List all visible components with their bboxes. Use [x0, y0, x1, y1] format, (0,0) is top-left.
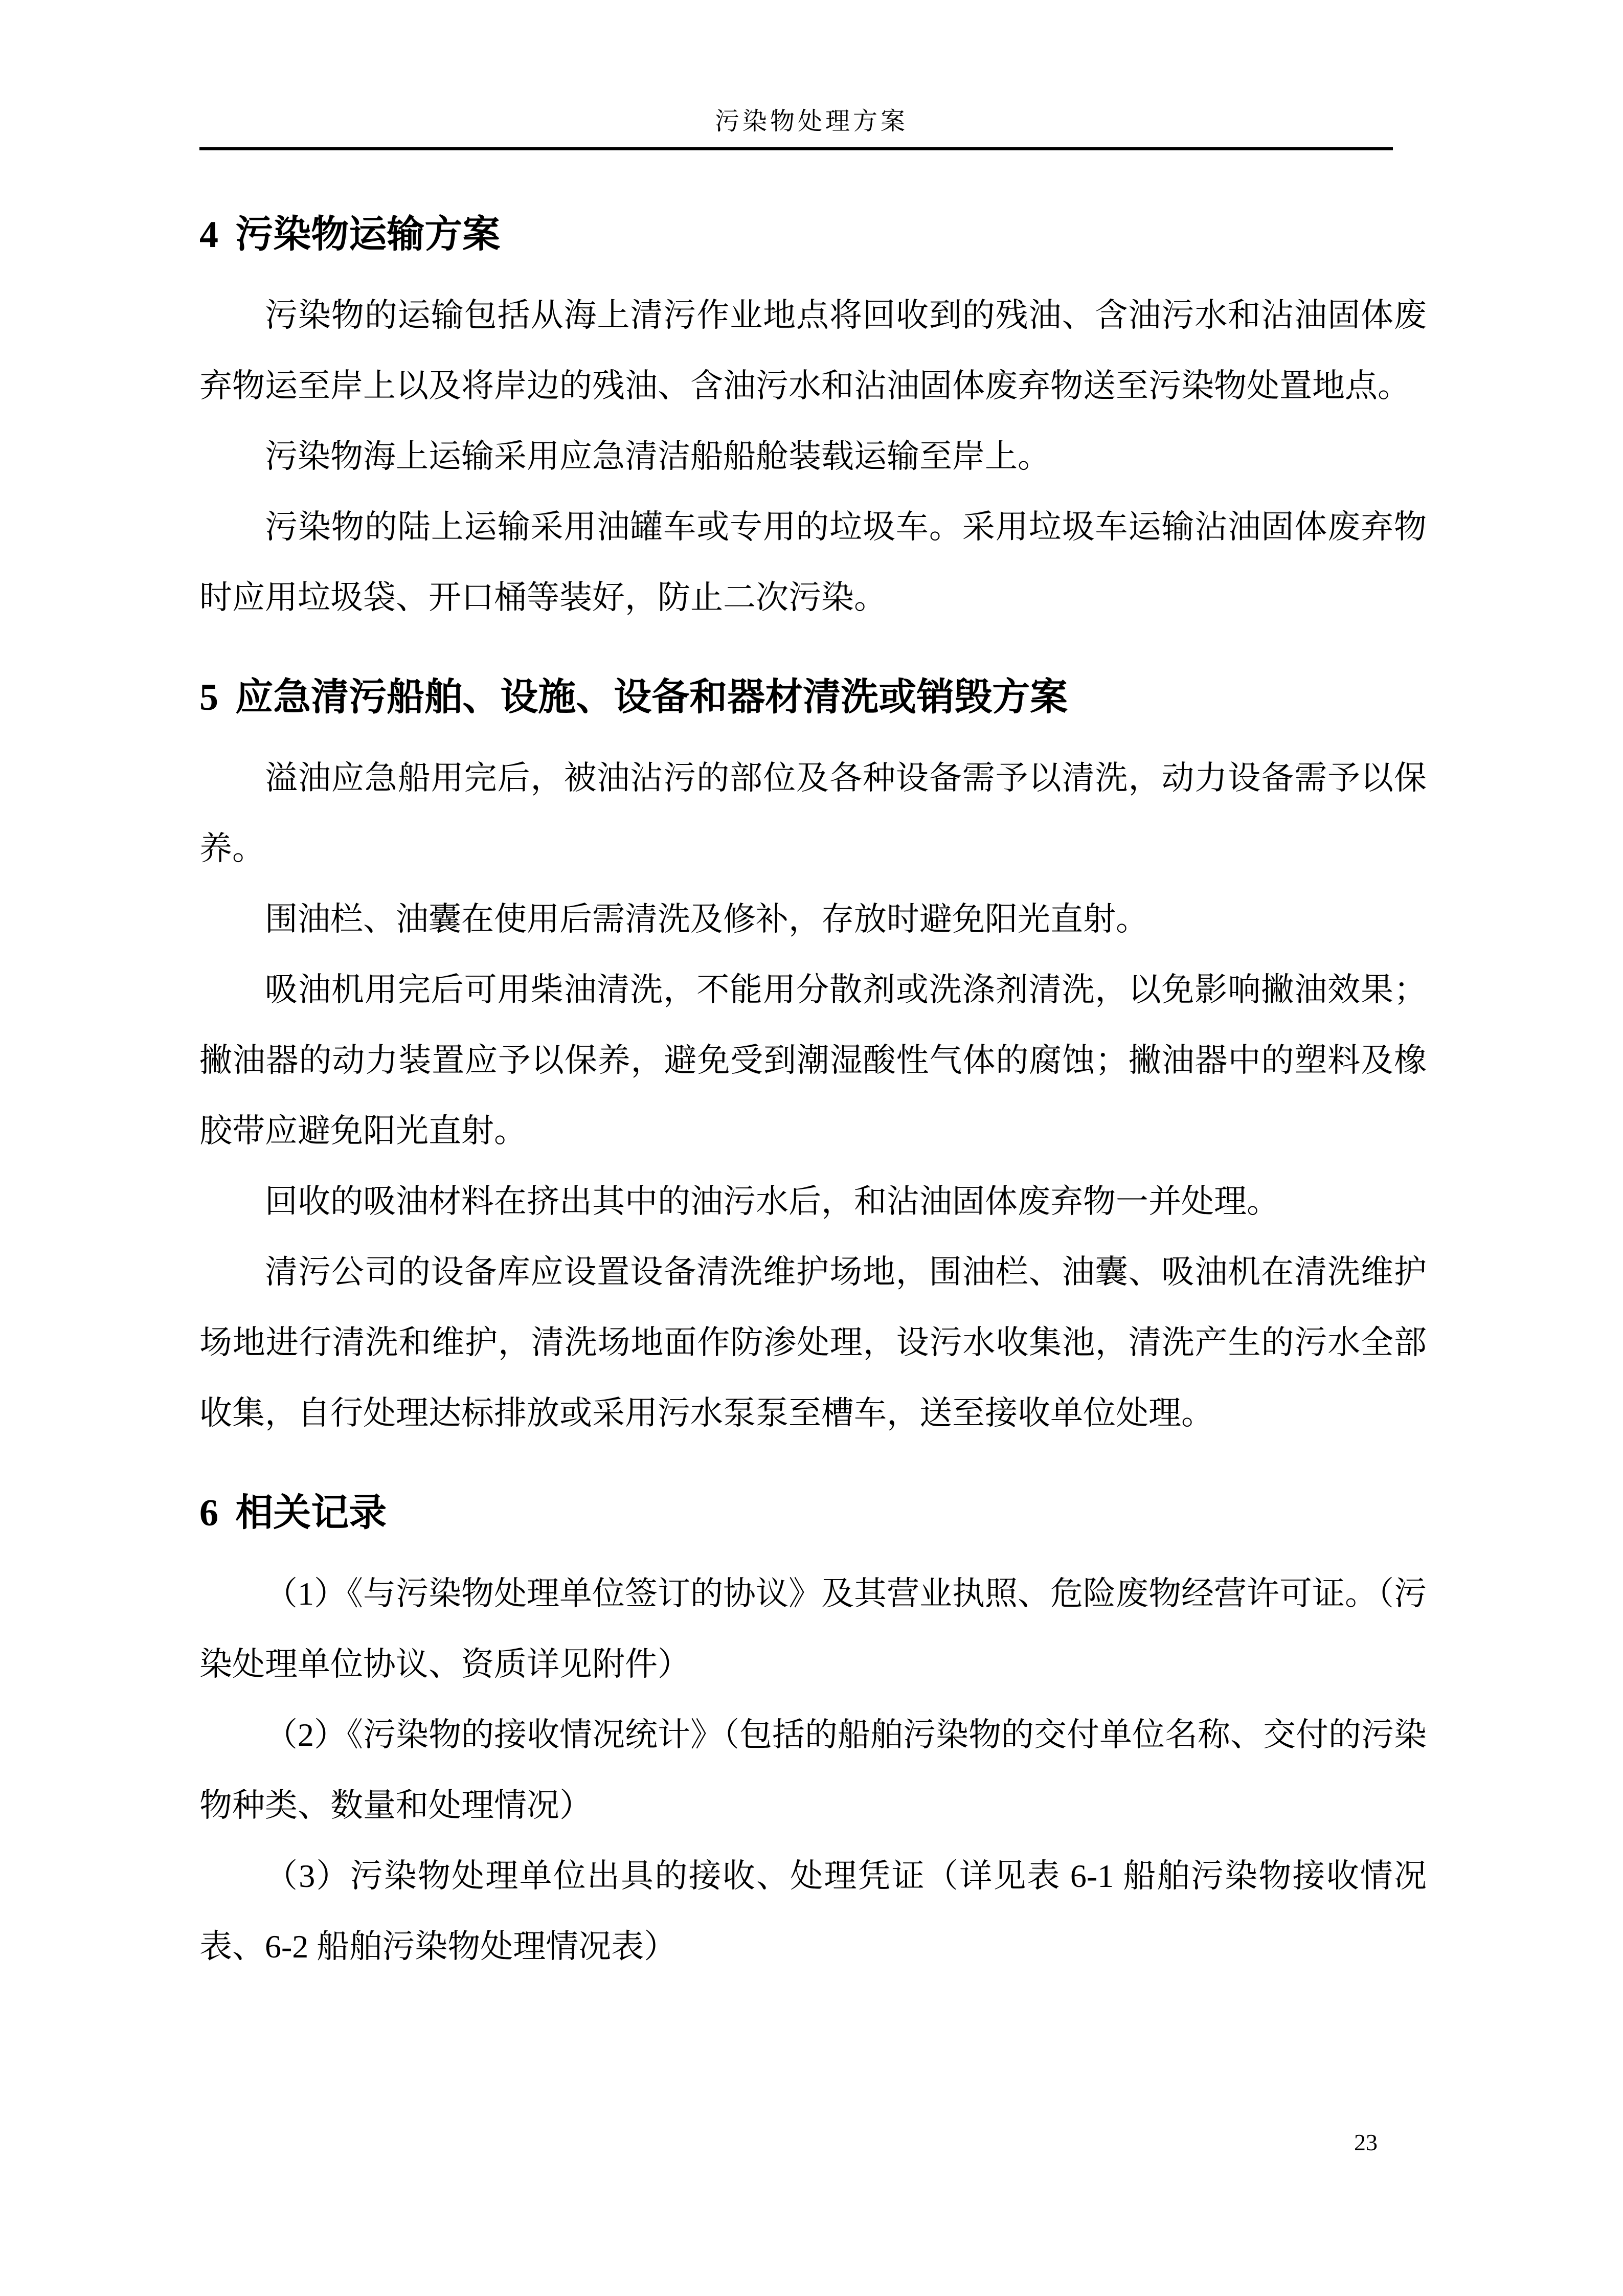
- section-4-paragraph-1: 污染物的运输包括从海上清污作业地点将回收到的残油、含油污水和沾油固体废弃物运至岸上以及将岸边的残油、含油污水和沾油固体废弃物送至污染物处置地点。: [199, 297, 1427, 404]
- header-rule: [199, 147, 1393, 150]
- section-6-paragraph-3: （3）污染物处理单位出具的接收、处理凭证（详见表 6-1 船舶污染物接收情况表、6-2 船舶污染物处理情况表）: [199, 1858, 1427, 1965]
- section-number: 4: [199, 214, 218, 256]
- section-5-paragraph-1: 溢油应急船用完后，被油沾污的部位及各种设备需予以清洗，动力设备需予以保养。: [199, 760, 1427, 867]
- section-4-paragraph-3: 污染物的陆上运输采用油罐车或专用的垃圾车。采用垃圾车运输沾油固体废弃物时应用垃圾袋、开口桶等装好，防止二次污染。: [199, 509, 1427, 616]
- section-number: 6: [199, 1492, 218, 1534]
- section-heading-6: [199, 1485, 1427, 1541]
- section-title: 应急清污船舶、设施、设备和器材清洗或销毁方案: [235, 677, 1068, 718]
- section-title: 相关记录: [235, 1492, 387, 1534]
- section-heading-4: [199, 207, 1427, 263]
- section-6-paragraph-1: （1）《与污染物处理单位签订的协议》及其营业执照、危险废物经营许可证。（污染处理单位协议、资质详见附件）: [199, 1575, 1427, 1682]
- section-number: 5: [199, 677, 218, 718]
- section-6-paragraph-2: （2）《污染物的接收情况统计》（包括的船舶污染物的交付单位名称、交付的污染物种类、数量和处理情况）: [199, 1717, 1427, 1824]
- section-title: 污染物运输方案: [235, 214, 501, 256]
- document-body: [0, 207, 1623, 1982]
- section-heading-5: [199, 669, 1427, 726]
- page-header-title: 污染物处理方案: [714, 108, 908, 135]
- section-5-paragraph-3: 吸油机用完后可用柴油清洗，不能用分散剂或洗涤剂清洗，以免影响撇油效果；撇油器的动力装置应予以保养，避免受到潮湿酸性气体的腐蚀；撇油器中的塑料及橡胶带应避免阳光直射。: [199, 972, 1427, 1149]
- section-5-paragraph-4: 回收的吸油材料在挤出其中的油污水后，和沾油固体废弃物一并处理。: [265, 1183, 1279, 1220]
- section-4-paragraph-2: 污染物海上运输采用应急清洁船船舱装载运输至岸上。: [265, 438, 1050, 475]
- section-5-paragraph-5: 清污公司的设备库应设置设备清洗维护场地，围油栏、油囊、吸油机在清洗维护场地进行清洗和维护，清洗场地面作防渗处理，设污水收集池，清洗产生的污水全部收集，自行处理达标排放或采用污水泵泵至槽车，送至接收单位处理。: [199, 1254, 1427, 1431]
- page-number: 23: [1354, 2129, 1378, 2155]
- document-header: [0, 0, 1623, 150]
- section-5-paragraph-2: 围油栏、油囊在使用后需清洗及修补，存放时避免阳光直射。: [265, 901, 1148, 937]
